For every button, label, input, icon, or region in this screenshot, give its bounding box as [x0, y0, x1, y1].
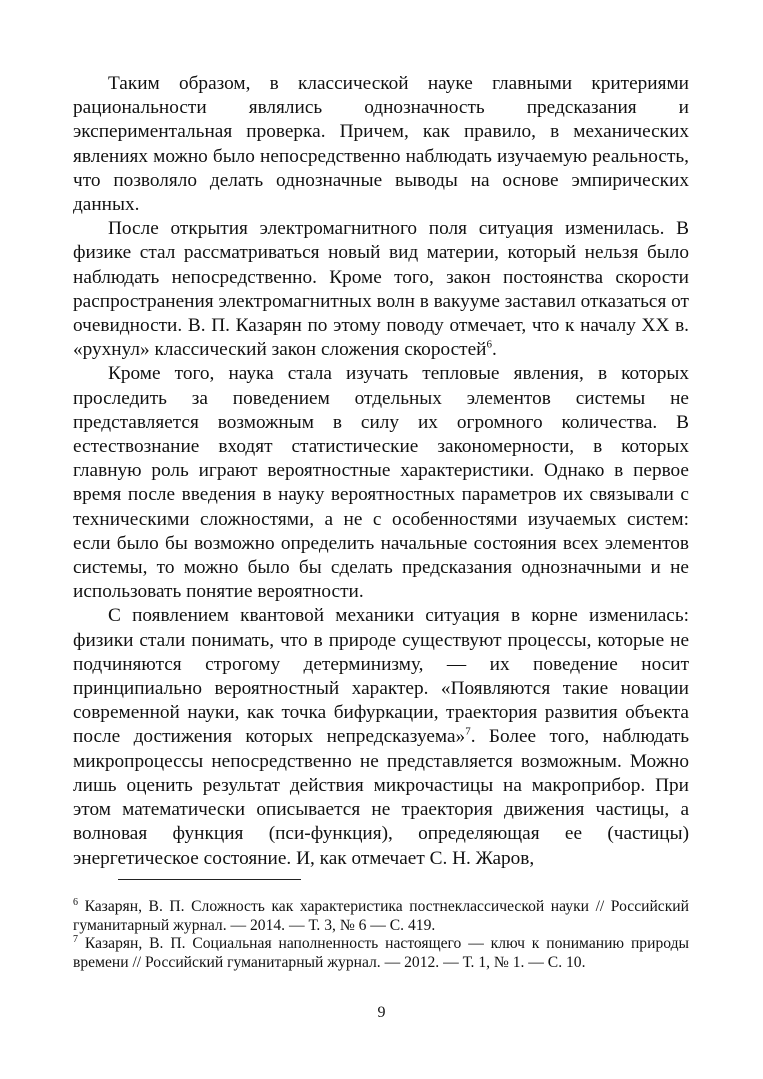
paragraph-3: [73, 362, 689, 604]
footnote-ref-6[interactable]: 6: [486, 338, 492, 351]
footnote-7: [73, 935, 689, 972]
footnote-number: 6: [73, 896, 78, 908]
page-number: 9: [377, 1004, 386, 1021]
paragraph-tail: .: [491, 339, 497, 361]
paragraph-1: [73, 72, 689, 217]
paragraph-tail: . Более того, наблюдать микропроцессы непосредственно не представляется возможным. Можно лишь оценить результат действия микрочастицы на макроприбор. При этом математически описывается не траектория движения частицы, а волновая функция (пси-функция), определяющая ее (частицы) энергетическое состояние. И, как отмечает С. Н. Жаров,: [73, 726, 689, 869]
paragraph-2: [73, 217, 689, 362]
paragraph-text: Таким образом, в классической науке главными критериями рациональности являлись однозначность предсказания и экспериментальная проверка. Причем, как правило, в механических явлениях можно было непосредственно наблюдать изучаемую реальность, что позволяло делать однозначные выводы на основе эмпирических данных.: [73, 73, 689, 216]
footnote-number: 7: [73, 934, 78, 945]
footnote-6: [73, 898, 689, 935]
paragraph-text: После открытия электромагнитного поля ситуация изменилась. В физике стал рассматриваться новый вид материи, который нельзя было наблюдать непосредственно. Кроме того, закон постоянства скорости распространения электромагнитных волн в вакууме заставил отказаться от очевидности. В. П. Казарян по этому поводу отмечает, что к началу XX в. «рухнул» классический закон сложения скоростей: [73, 218, 689, 361]
footnote-ref-7[interactable]: 7: [465, 726, 471, 739]
footnote-separator: [118, 879, 301, 880]
paragraph-text: Кроме того, наука стала изучать тепловые явления, в которых проследить за поведением отдельных элементов системы не представляется возможным в силу их огромного количества. В естествознание входят статистические закономерности, в которых главную роль играют вероятностные характеристики. Однако в первое время после введения в науку вероятностных параметров их связывали с техническими сложностями, а не с особенностями изучаемых систем: если было бы возможно определить начальные состояния всех элементов системы, то можно было бы сделать предсказания однозначными и не использовать понятие вероятности.: [73, 363, 689, 603]
footnote-text: Казарян, В. П. Социальная наполненность настоящего — ключ к пониманию природы времени // Российский гуманитарный журнал. — 2012. — Т. 1, № 1. — С. 10.: [73, 935, 689, 971]
paragraph-4: [73, 604, 689, 870]
footnotes: [73, 898, 689, 972]
footnote-text: Казарян, В. П. Сложность как характеристика постнеклассической науки // Российский гуманитарный журнал. — 2014. — Т. 3, № 6 — С. 419.: [73, 898, 689, 934]
paragraph-text: С появлением квантовой механики ситуация в корне изменилась: физики стали понимать, что в природе существуют процессы, которые не подчиняются строгому детерминизму, — их поведение носит принципиально вероятностный характер. «Появляются такие новации современной науки, как точка бифуркации, траектория развития объекта после достижения которых непредсказуема»: [73, 605, 689, 748]
main-text: [73, 72, 689, 871]
